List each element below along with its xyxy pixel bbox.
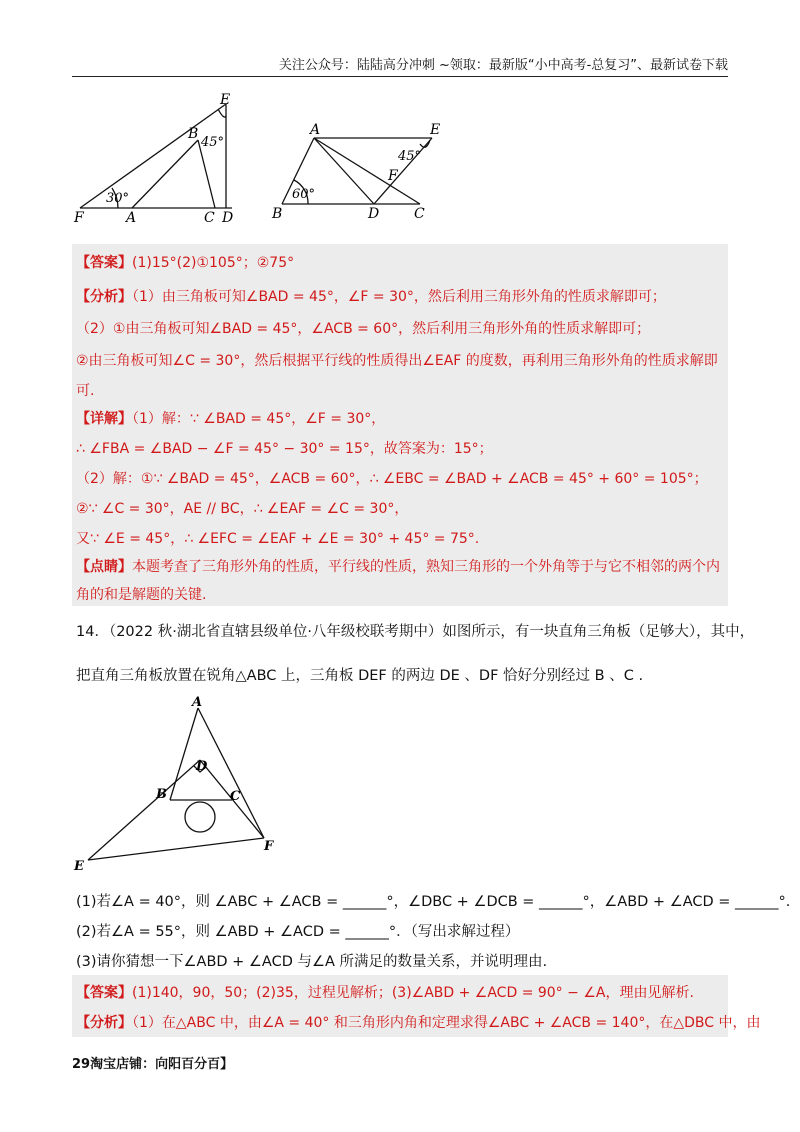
q14-part1: (1)若∠A = 40°，则 ∠ABC + ∠ACB = ______°，∠DBC + ∠DCB = ______°，∠ABD + ∠ACD = ______°. bbox=[76, 894, 791, 910]
fig1-label-C: C bbox=[204, 210, 215, 226]
fig1-label-D: D bbox=[222, 210, 234, 226]
fig3-label-D: D bbox=[196, 759, 208, 774]
fig2-label-B: B bbox=[272, 206, 283, 222]
fig2-label-E: E bbox=[430, 122, 441, 138]
fig3-label-A: A bbox=[192, 695, 203, 710]
analysis-q13-line2: （2）①由三角板可知∠BAD = 45°，∠ACB = 60°，然后利用三角形外角的性质求解即可； bbox=[76, 321, 651, 337]
analysis14-text: （1）在△ABC 中，由∠A = 40° 和三角形内角和定理求得∠ABC + ∠ACB = 140°，在△DBC 中，由 bbox=[132, 1015, 761, 1031]
analysis14-tag: 【分析】 bbox=[76, 1015, 132, 1031]
fig3-label-F: F bbox=[264, 839, 274, 854]
figure-triangle-1 bbox=[70, 92, 250, 227]
comment-q13-line1 bbox=[76, 556, 720, 576]
answer14-tag: 【答案】 bbox=[76, 985, 132, 1001]
answer-text: (1)15°(2)①105°；②75° bbox=[132, 255, 295, 271]
figure-triangle-2 bbox=[268, 118, 453, 223]
comment-q13-line2: 角的和是解题的关键. bbox=[76, 587, 207, 603]
figure-triangle-3 bbox=[68, 690, 288, 875]
answer-q13 bbox=[76, 252, 294, 272]
fig1-label-B: B bbox=[188, 126, 199, 142]
fig3-label-E: E bbox=[74, 859, 84, 874]
detail-text-1: （1）解：∵ ∠BAD = 45°，∠F = 30°， bbox=[132, 411, 386, 427]
fig3-label-C: C bbox=[230, 789, 241, 804]
answer-q14 bbox=[76, 982, 694, 1002]
analysis-q13-line4: 可. bbox=[76, 383, 95, 399]
fig1-label-F: F bbox=[74, 210, 84, 226]
analysis-tag: 【分析】 bbox=[76, 289, 132, 305]
fig1-angle-45: 45° bbox=[201, 135, 225, 150]
detail-q13-line5: 又∵ ∠E = 45°，∴ ∠EFC = ∠EAF + ∠E = 30° + 45° = 75°. bbox=[76, 531, 480, 547]
q14-part2: (2)若∠A = 55°，则 ∠ABD + ∠ACD = ______°．（写出求解过程） bbox=[76, 924, 520, 940]
fig2-label-F: F bbox=[388, 168, 398, 184]
fig3-label-B: B bbox=[156, 787, 167, 802]
fig1-angle-30: 30° bbox=[106, 191, 130, 206]
fig2-label-A: A bbox=[310, 122, 321, 138]
detail-tag: 【详解】 bbox=[76, 411, 132, 427]
fig1-label-E: E bbox=[220, 92, 231, 108]
detail-q13-line2: ∴ ∠FBA = ∠BAD − ∠F = 45° − 30° = 15°，故答案为：15°； bbox=[76, 441, 493, 457]
fig2-label-D: D bbox=[368, 206, 380, 222]
analysis-q13-line3: ②由三角板可知∠C = 30°，然后根据平行线的性质得出∠EAF 的度数，再利用三角形外角的性质求解即 bbox=[76, 353, 718, 369]
detail-q13-line1 bbox=[76, 408, 385, 428]
fig2-angle-45: 45° bbox=[398, 149, 422, 164]
detail-q13-line3: （2）解：①∵ ∠BAD = 45°，∠ACB = 60°，∴ ∠EBC = ∠BAD + ∠ACB = 45° + 60° = 105°； bbox=[76, 471, 708, 487]
shop-name: 淘宝店铺：向阳百分百】 bbox=[90, 1057, 234, 1072]
analysis-text-1: （1）由三角板可知∠BAD = 45°，∠F = 30°，然后利用三角形外角的性质求解即可； bbox=[132, 289, 666, 305]
q14-stem-line1: 14．（2022 秋·湖北省直辖县级单位·八年级校联考期中）如图所示，有一块直角三角板（足够大），其中， bbox=[76, 624, 755, 640]
answer-tag: 【答案】 bbox=[76, 255, 132, 271]
q14-stem-line2: 把直角三角板放置在锐角△ABC 上，三角板 DEF 的两边 DE 、DF 恰好分别经过 B 、C . bbox=[76, 668, 644, 684]
fig2-label-C: C bbox=[414, 206, 425, 222]
page-footer bbox=[72, 1053, 233, 1072]
analysis-q14 bbox=[76, 1012, 761, 1032]
comment-tag: 【点睛】 bbox=[76, 559, 132, 575]
answer14-text: (1)140，90，50；(2)35，过程见解析；(3)∠ABD + ∠ACD = 90° − ∠A，理由见解析. bbox=[132, 985, 694, 1001]
page-number: 29 bbox=[72, 1057, 91, 1072]
fig1-label-A: A bbox=[126, 210, 137, 226]
comment-text-1: 本题考查了三角形外角的性质，平行线的性质，熟知三角形的一个外角等于与它不相邻的两个内 bbox=[132, 559, 720, 575]
fig2-angle-60: 60° bbox=[292, 187, 316, 202]
page-header bbox=[72, 54, 728, 77]
header-text: 关注公众号：陆陆高分冲刺 ~领取：最新版“小中高考-总复习”、最新试卷下载 bbox=[278, 58, 728, 73]
detail-q13-line4: ②∵ ∠C = 30°，AE // BC，∴ ∠EAF = ∠C = 30°， bbox=[76, 501, 409, 517]
analysis-q13-line1 bbox=[76, 286, 666, 306]
q14-part3: (3)请你猜想一下∠ABD + ∠ACD 与∠A 所满足的数量关系，并说明理由. bbox=[76, 954, 548, 970]
